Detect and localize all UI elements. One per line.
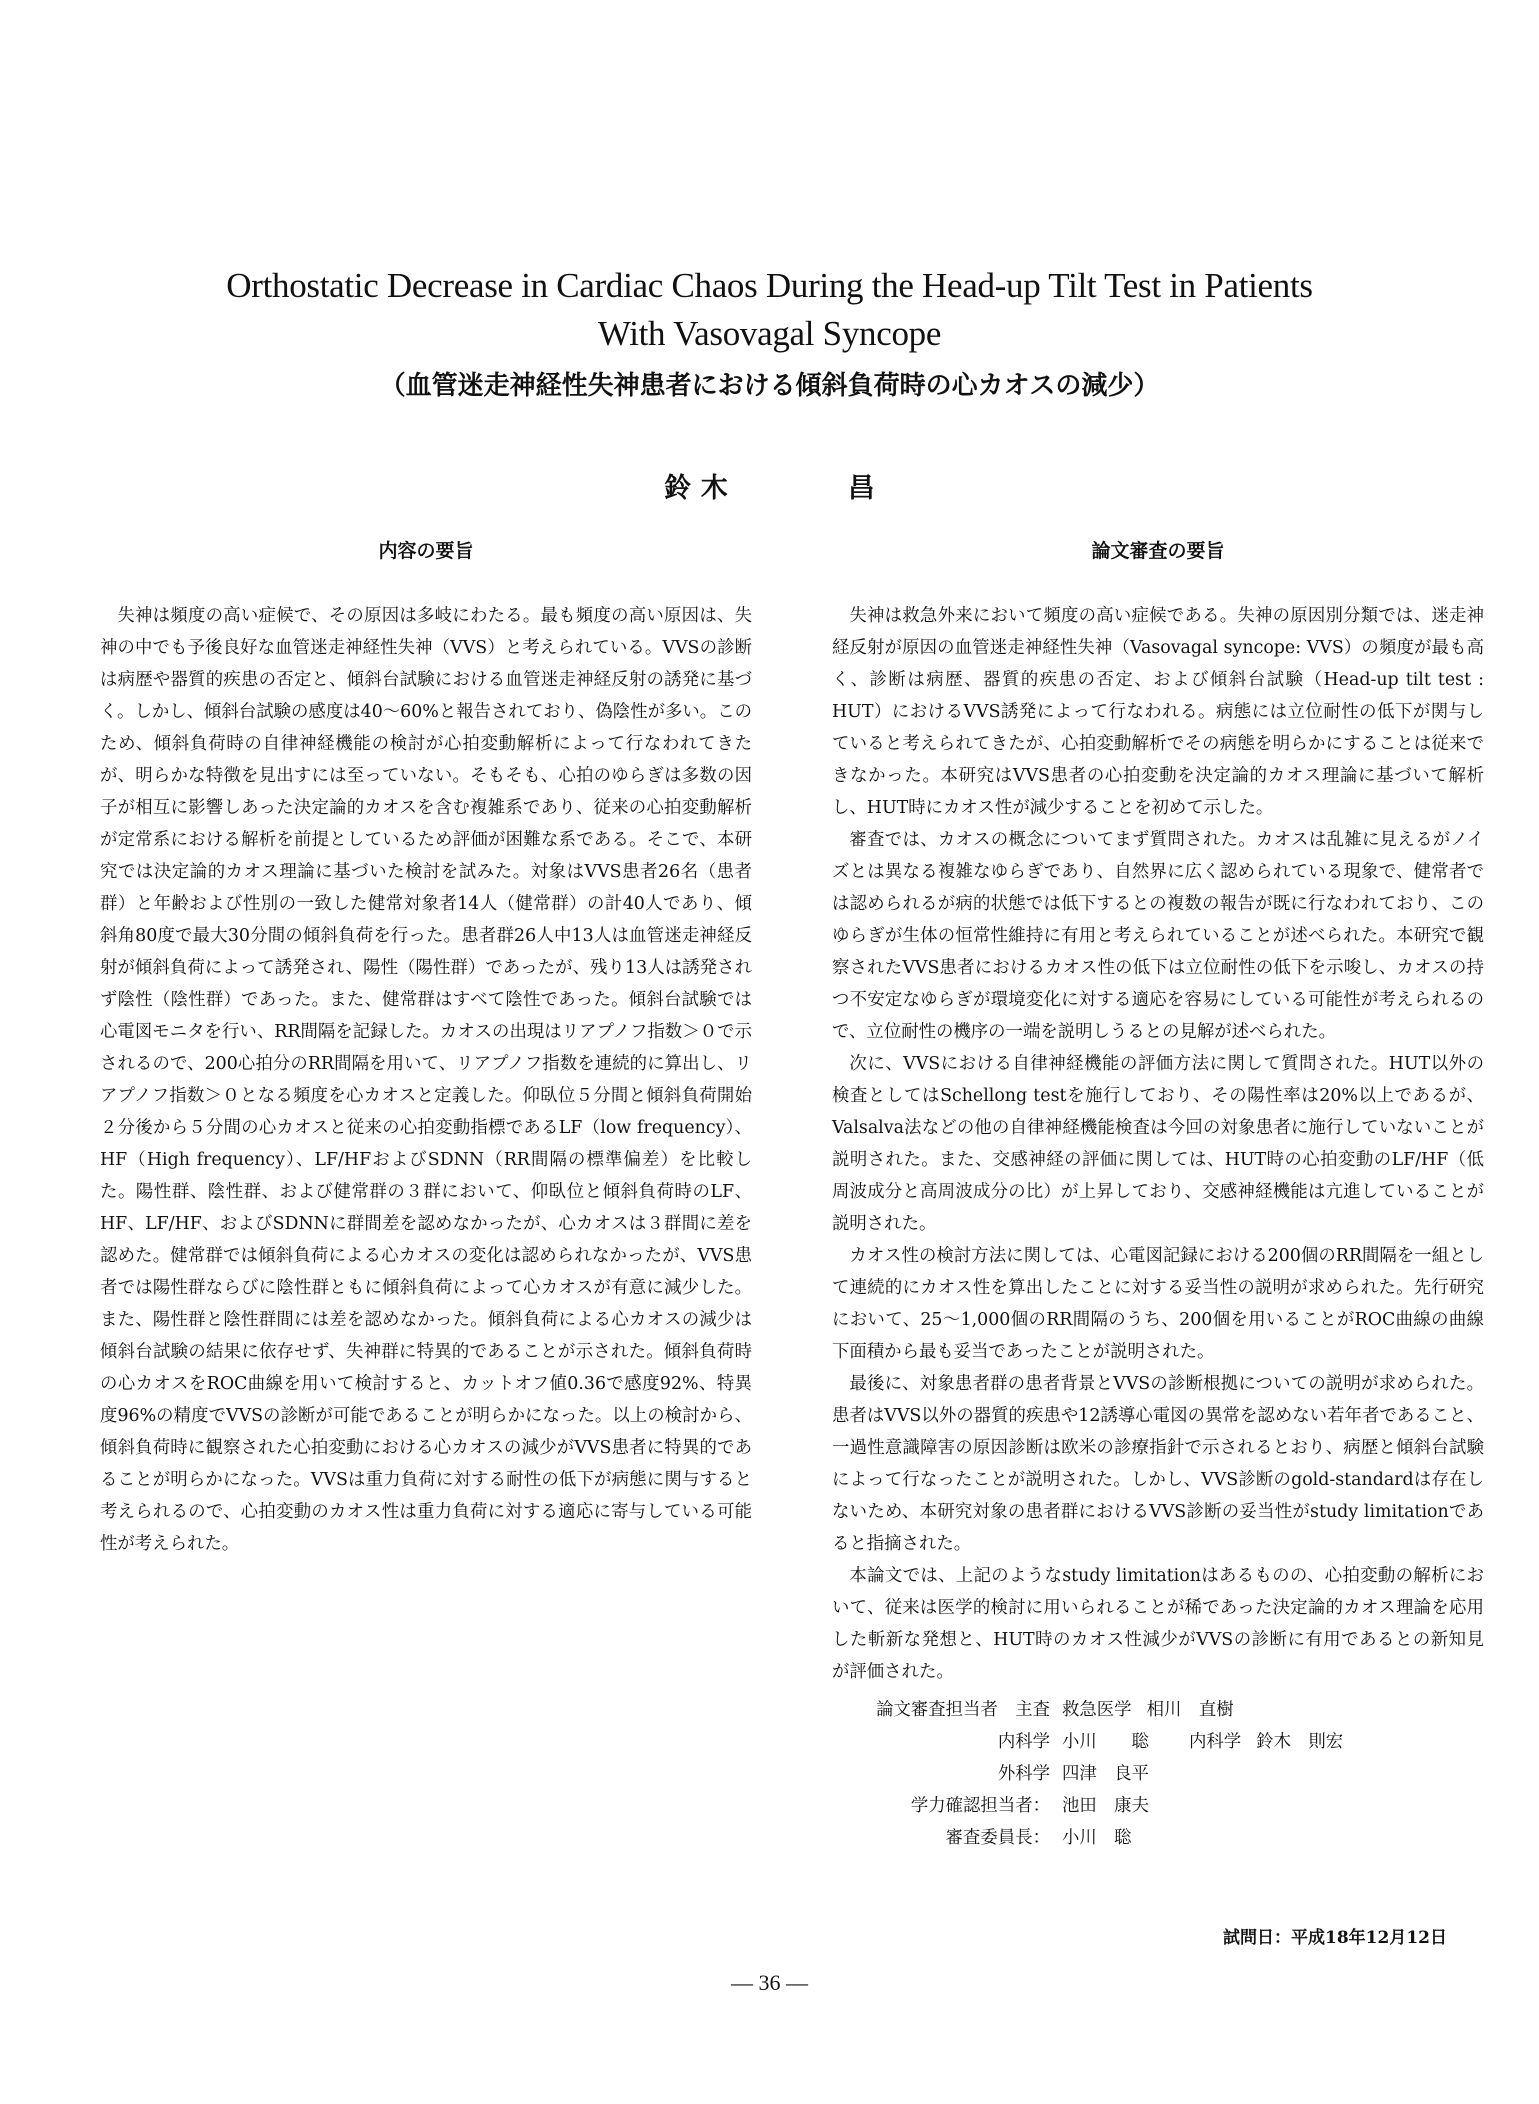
- title-japanese: （血管迷走神経性失神患者における傾斜負荷時の心カオスの減少）: [379, 371, 1160, 401]
- content-summary-paragraph: 失神は頻度の高い症候で、その原因は多岐にわたる。最も頻度の高い原因は、失神の中でも予後良好な血管迷走神経性失神（VVS）と考えられている。VVSの診断は病歴や器質的疾患の否定と、傾斜台試験における血管迷走神経反射の誘発に基づく。しかし、傾斜台試験の感度は40〜60%と報告されており、偽陰性が多い。このため、傾斜負荷時の自律神経機能の検討が心拍変動解析によって行なわれてきたが、明らかな特徴を見出すには至っていない。そもそも、心拍のゆらぎは多数の因子が相互に影響しあった決定論的カオスを含む複雑系であり、従来の心拍変動解析が定常系における解析を前提としているため評価が困難な系である。そこで、本研究では決定論的カオス理論に基づいた検討を試みた。対象はVVS患者26名（患者群）と年齢および性別の一致した健常対象者14人（健常群）の計40人であり、傾斜角80度で最大30分間の傾斜負荷を行った。患者群26人中13人は血管迷走神経反射が傾斜負荷によって誘発され、陽性（陽性群）であったが、残り13人は誘発されず陰性（陰性群）であった。また、健常群はすべて陰性であった。傾斜台試験では心電図モニタを行い、RR間隔を記録した。カオスの出現はリアプノフ指数＞０で示されるので、200心拍分のRR間隔を用いて、リアプノフ指数を連続的に算出し、リアプノフ指数＞０となる頻度を心カオスと定義した。仰臥位５分間と傾斜負荷開始２分後から５分間の心カオスと従来の心拍変動指標であるLF（low frequency）、HF（High frequency）、LF/HFおよびSDNN（RR間隔の標準偏差）を比較した。陽性群、陰性群、および健常群の３群において、仰臥位と傾斜負荷時のLF、HF、LF/HF、およびSDNNに群間差を認めなかったが、心カオスは３群間に差を認めた。健常群では傾斜負荷による心カオスの変化は認められなかったが、VVS患者では陽性群ならびに陰性群ともに傾斜負荷によって心カオスが有意に減少した。また、陽性群と陰性群間には差を認めなかった。傾斜負荷による心カオスの減少は傾斜台試験の結果に依存せず、失神群に特異的であることが示された。傾斜負荷時の心カオスをROC曲線を用いて検討すると、カットオフ値0.36で感度92%、特異度96%の精度でVVSの診断が可能であることが明らかになった。以上の検討から、傾斜負荷時に観察された心拍変動における心カオスの減少がVVS患者に特異的であることが明らかになった。VVSは重力負荷に対する耐性の低下が病態に関与すると考えられるので、心拍変動のカオス性は重力負荷に対する適応に寄与している可能性が考えられた。: [100, 606, 752, 1554]
- review-paragraph: 失神は救急外来において頻度の高い症候である。失神の原因別分類では、迷走神経反射が原因の血管迷走神経性失神（Vasovagal syncope: VVS）の頻度が最も高く、診断は病歴、器質的疾患の否定、および傾斜台試験（Head-up tilt test : HUT）におけるVVS誘発によって行なわれる。病態には立位耐性の低下が関与していると考えられてきたが、心拍変動解析でその病態を明らかにすることは従来できなかった。本研究はVVS患者の心拍変動を決定論的カオス理論に基づいて解析し、HUT時にカオス性が減少することを初めて示した。: [832, 606, 1484, 818]
- committee-member1-name: 小川 聡: [1062, 1732, 1149, 1752]
- review-paragraph: カオス性の検討方法に関しては、心電図記録における200個のRR間隔を一組として連続的にカオス性を算出したことに対する妥当性の説明が求められた。先行研究において、25〜1,000個のRR間隔のうち、200個を用いることがROC曲線の曲線下面積から最も妥当であったことが説明された。: [832, 1246, 1484, 1362]
- committee-row: [832, 1726, 1484, 1758]
- committee-row: [832, 1694, 1484, 1726]
- committee-member2-dept: 内科学: [1188, 1732, 1242, 1752]
- committee-member3-name: 四津 良平: [1062, 1764, 1149, 1784]
- committee-chief-role: 論文審査担当者 主査: [876, 1700, 1050, 1720]
- committee-chief-dept: 救急医学: [1062, 1700, 1132, 1720]
- committee-member3-dept: 外科学: [997, 1764, 1050, 1784]
- committee-row: [832, 1758, 1484, 1790]
- title-english-line2: With Vasovagal Syncope: [597, 314, 942, 353]
- title-english-line1: Orthostatic Decrease in Cardiac Chaos During the Head-up Tilt Test in Patients: [226, 266, 1313, 305]
- committee-verify-name: 池田 康夫: [1062, 1796, 1149, 1816]
- title-block: [0, 262, 1539, 406]
- review-paragraph: 審査では、カオスの概念についてまず質問された。カオスは乱雑に見えるがノイズとは異なる複雑なゆらぎであり、自然界に広く認められている現象で、健常者では認められるが病的状態では低下するとの複数の報告が既に行なわれており、このゆらぎが生体の恒常性維持に有用と考えられていることが述べられた。本研究で観察されたVVS患者におけるカオス性の低下は立位耐性の低下を示唆し、カオスの持つ不安定なゆらぎが環境変化に対する適応を容易にしている可能性が考えられるので、立位耐性の機序の一端を説明しうるとの見解が述べられた。: [832, 830, 1484, 1042]
- committee-member2-name: 鈴木 則宏: [1256, 1732, 1344, 1752]
- committee-verify-role: 学力確認担当者：: [910, 1796, 1050, 1816]
- author-given-name: 昌: [847, 473, 875, 504]
- committee-chair-role: 審査委員長：: [945, 1828, 1050, 1848]
- content-summary-heading: 内容の要旨: [378, 540, 474, 562]
- committee-row: [832, 1822, 1484, 1854]
- review-committee: [832, 1694, 1484, 1854]
- committee-chair-name: 小川 聡: [1062, 1828, 1132, 1848]
- review-paragraph: 次に、VVSにおける自律神経機能の評価方法に関して質問された。HUT以外の検査としてはSchellong testを施行しており、その陽性率は20%以上であるが、Valsalva法などの他の自律神経機能検査は今回の対象患者に施行していないことが説明された。また、交感神経の評価に関しては、HUT時の心拍変動のLF/HF（低周波成分と高周波成分の比）が上昇しており、交感神経機能は亢進していることが説明された。: [832, 1054, 1484, 1234]
- review-summary-heading: 論文審査の要旨: [1091, 540, 1225, 562]
- committee-row: [832, 1790, 1484, 1822]
- page-number: — 36 —: [731, 1970, 808, 1995]
- author-family-name: 鈴 木: [664, 473, 728, 504]
- exam-date: 試問日：平成18年12月12日: [1223, 1928, 1447, 1948]
- review-paragraph: 本論文では、上記のようなstudy limitationはあるものの、心拍変動の解析において、従来は医学的検討に用いられることが稀であった決定論的カオス理論を応用した斬新な発想と、HUT時のカオス性減少がVVSの診断に有用であるとの新知見が評価された。: [832, 1566, 1484, 1682]
- committee-member1-dept: 内科学: [997, 1732, 1050, 1752]
- content-summary-column: [100, 536, 752, 1560]
- author-name: [0, 466, 1539, 505]
- review-summary-column: [832, 536, 1484, 1854]
- review-paragraph: 最後に、対象患者群の患者背景とVVSの診断根拠についての説明が求められた。患者はVVS以外の器質的疾患や12誘導心電図の異常を認めない若年者であること、一過性意識障害の原因診断は欧米の診療指針で示されるとおり、病歴と傾斜台試験によって行なったことが説明された。しかし、VVS診断のgold-standardは存在しないため、本研究対象の患者群におけるVVS診断の妥当性がstudy limitationであると指摘された。: [832, 1374, 1484, 1554]
- committee-chief-name: 相川 直樹: [1146, 1700, 1234, 1720]
